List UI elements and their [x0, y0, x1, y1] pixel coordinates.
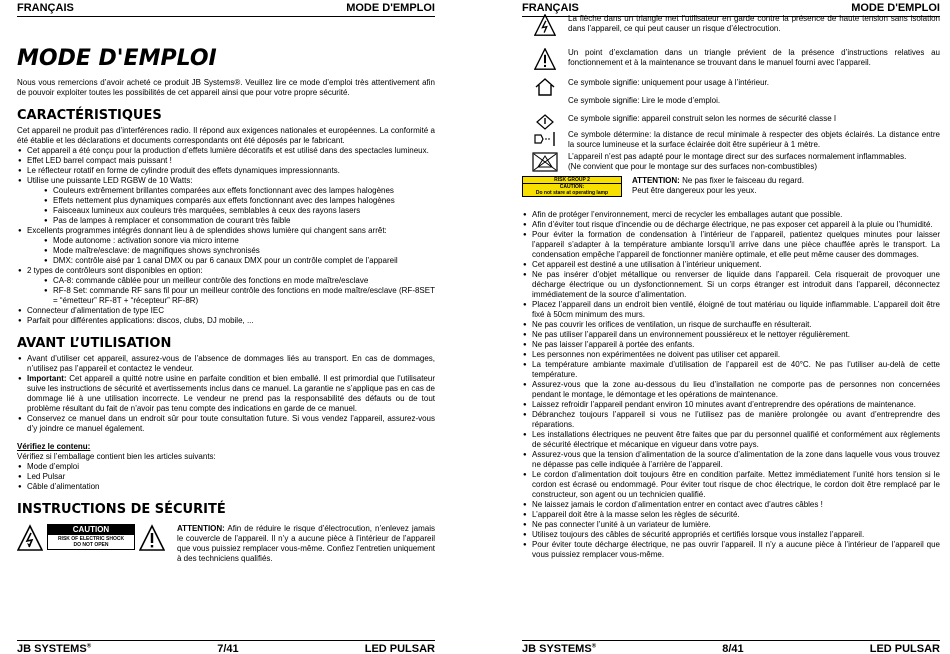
list-item-text: Utilise une puissante LED RGBW de 10 Watts:: [27, 176, 193, 185]
symbol-row-risk-group: [522, 176, 940, 206]
list-item: ● Laissez refroidir l’appareil pendant environ 10 minutes avant d’entreprendre des opérations de maintenance.: [522, 400, 940, 410]
features-heading: CARACTÉRISTIQUES: [17, 108, 162, 123]
list-item-text: 2 types de contrôleurs sont disponibles en option:: [27, 266, 203, 275]
symbol-text: Ce symbole signifie: Lire le mode d’emploi.: [568, 96, 721, 105]
list-item: [17, 176, 435, 226]
list-item: ● Ne pas utiliser l’appareil dans un environnement poussiéreux et le nettoyer régulièrement.: [522, 330, 940, 340]
risk-caution-word: CAUTION:: [559, 184, 585, 190]
footer-product: LED PULSAR: [869, 643, 940, 654]
list-item: ● Ne pas connecter l’unité à un variateur de lumière.: [522, 520, 940, 530]
important-label: Important:: [27, 374, 67, 383]
symbol-text: [632, 176, 940, 196]
caution-line-1: RISK OF ELECTRIC SHOCK: [57, 536, 125, 542]
page-number: 7/41: [217, 643, 239, 654]
exclamation-warning-icon: [534, 48, 556, 70]
flammable-text-2: (Ne convient que pour le montage sur des surfaces non-combustibles): [568, 162, 818, 171]
footer-brand-name: JB SYSTEMS: [522, 643, 592, 654]
risk-group-title: RISK GROUP 2: [523, 177, 621, 184]
list-item: [17, 374, 435, 414]
list-item: ● Mode d’emploi: [17, 462, 435, 472]
list-item: ● Ne pas insérer d’objet métallique ou renverser de liquide dans l’appareil. Cela risquerait de provoquer une décharge électrique ou un dysfonctionnement. Si un corps étranger est introduit dans l’appareil, déconnectez immédiatement de la source d’alimentation.: [522, 270, 940, 300]
list-item: ● La température ambiante maximale d’utilisation de l’appareil est de 40°C. Ne pas l’utiliser au-delà de cette température.: [522, 360, 940, 380]
page-content: [522, 14, 940, 560]
sub-list-item: ● Effets nettement plus dynamiques comparés aux effets fonctionnant avec des lampes halogènes: [43, 196, 435, 206]
list-item: ● Effet LED barrel compact mais puissant !: [17, 156, 435, 166]
caution-subtitle: [48, 535, 134, 549]
sub-list: [27, 236, 435, 266]
list-item: [17, 226, 435, 266]
sub-list-item: ● Pas de lampes à remplacer et consommation de courant très faible: [43, 216, 435, 226]
risk-group-caution: [523, 184, 621, 196]
electric-shock-warning-icon: [534, 14, 556, 36]
safety-icons: [17, 524, 177, 564]
safety-heading: INSTRUCTIONS DE SÉCURITÉ: [17, 502, 226, 517]
attention-text-1: Ne pas fixer le faisceau du regard.: [679, 176, 804, 185]
intro-paragraph: Nous vous remercions d’avoir acheté ce produit JB Systems®. Veuillez lire ce mode d’emploi très attentivement afin de pouvoir exploiter toutes les possibilités de cet appareil ainsi que pour votre propre sécurité.: [17, 78, 435, 97]
header-title: MODE D'EMPLOI: [346, 2, 435, 14]
flammable-text-1: L’appareil n’est pas adapté pour le montage direct sur des surfaces normalement inflammables.: [568, 152, 907, 161]
sub-list-item: ● Couleurs extrêmement brillantes comparées aux effets fonctionnant avec des lampes halogènes: [43, 186, 435, 196]
list-item: ● Avant d’utiliser cet appareil, assurez-vous de l’absence de dommages liés au transport. En cas de dommages, n’utilisez pas l’appareil et contactez le vendeur.: [17, 354, 435, 374]
sub-list: [27, 186, 435, 226]
exclamation-warning-icon: [139, 524, 165, 552]
list-item: ● Afin de protéger l’environnement, merci de recycler les emballages autant que possible.: [522, 210, 940, 220]
list-item: ● Cet appareil a été conçu pour la production d’effets lumière décoratifs et est utilisé dans des spectacles lumineux.: [17, 146, 435, 156]
list-item: ● Débranchez toujours l’appareil si vous ne l’utilisez pas de manière prolongée ou avant d’entreprendre des réparations.: [522, 410, 940, 430]
symbol-row-shock: [522, 14, 940, 48]
symbol-text: [568, 152, 940, 172]
list-item: ● Placez l’appareil dans un endroit bien ventilé, éloigné de tout matériau ou liquide inflammable. L’appareil doit être fixé à 50cm minimum des murs.: [522, 300, 940, 320]
footer-product: LED PULSAR: [364, 643, 435, 654]
symbol-row-indoor: [522, 78, 940, 96]
page-content: [17, 22, 435, 564]
sub-list-item: ● DMX: contrôle aisé par 1 canal DMX ou par 6 canaux DMX pour un contrôle complet de l’appareil: [43, 256, 435, 266]
house-icon: [535, 78, 555, 96]
list-item: ● Connecteur d’alimentation de type IEC: [17, 306, 435, 316]
footer-brand: [17, 643, 91, 654]
symbol-cell: [522, 176, 632, 197]
page-footer: [17, 640, 435, 654]
list-item: ● Assurez-vous que la zone au-dessous du lieu d’installation ne comporte pas de personnes non concernées pendant le montage, le démontage et les opérations de maintenance.: [522, 380, 940, 400]
list-item: ● Cet appareil est destiné a une utilisation à l’intérieur uniquement.: [522, 260, 940, 270]
symbol-text: Ce symbole signifie: uniquement pour usage à l’intérieur.: [568, 78, 770, 87]
caution-label: [47, 524, 135, 550]
contents-intro: Vérifiez si l’emballage contient bien les articles suivants:: [17, 452, 216, 461]
before-use-heading: AVANT L’UTILISATION: [17, 336, 172, 351]
sub-list-item: ● RF-8 Set: commande RF sans fil pour un meilleur contrôle des fonctions en mode maître/esclave (RF-8SET = “émetteur” RF-8T + “récepteur” RF-8R): [43, 286, 435, 306]
list-item: ● Les installations électriques ne peuvent être faites que par du personnel qualifié et conformément aux règlements de sécurité électrique et mécanique en vigueur dans votre pays.: [522, 430, 940, 450]
before-use-list: [17, 354, 435, 434]
attention-label: ATTENTION:: [632, 176, 680, 185]
symbol-cell: [522, 78, 568, 96]
header-language: FRANÇAIS: [17, 2, 74, 14]
attention-text: Afin de réduire le risque d’électrocution, n’enlevez jamais le couvercle de l’appareil. Il n’y a aucune pièce à l’intérieur de l’appareil que vous puissiez remplacer vous-même. Confiez l’entretien uniquement à des techniciens qualifiés.: [177, 524, 435, 563]
list-item: ● Pour éviter la formation de condensation à l’intérieur de l’appareil, patientez quelques minutes pour laisser l’appareil s’adapter à la température ambiante lorsqu’il arrive dans une pièce chauffée après le transport. La condensation empêche l’appareil de fonctionner manière optimale, et elle peut même causer des dommages.: [522, 230, 940, 260]
no-flammable-surface-icon: [532, 152, 558, 172]
header-language: FRANÇAIS: [522, 2, 579, 14]
symbol-cell: [522, 14, 568, 36]
symbol-text: Ce symbole détermine: la distance de recul minimale à respecter des objets éclairés. La distance entre la source lumineuse et la surface éclairée doit être supérieur à 1 mètre.: [568, 130, 940, 149]
symbol-row-flammable: [522, 152, 940, 174]
risk-group-label: [522, 176, 622, 197]
list-item: ● Les personnes non expérimentées ne doivent pas utiliser cet appareil.: [522, 350, 940, 360]
list-item: ● Afin d’éviter tout risque d’incendie ou de décharge électrique, ne pas exposer cet appareil à la pluie ou l’humidité.: [522, 220, 940, 230]
safety-list: [522, 210, 940, 560]
header-title: MODE D'EMPLOI: [851, 2, 940, 14]
page-title: MODE D'EMPLOI: [17, 46, 217, 71]
symbol-row-manual: [522, 96, 940, 114]
right-page: [522, 0, 940, 654]
symbol-cell: [522, 114, 568, 130]
sub-list-item: ● CA-8: commande câblée pour un meilleur contrôle des fonctions en mode maître/esclave: [43, 276, 435, 286]
list-item: ● Led Pulsar: [17, 472, 435, 482]
caution-line-2: DO NOT OPEN: [73, 542, 109, 548]
contents-list: [17, 462, 435, 492]
page-number: 8/41: [722, 643, 744, 654]
symbol-text: La flèche dans un triangle met l’utilisateur en garde contre la présence de haute tension sans isolation dans l’appareil, ce qui peut causer un risque d’électrocution.: [568, 14, 940, 33]
page-footer: [522, 640, 940, 654]
registered-mark: ®: [86, 643, 92, 650]
important-text: Cet appareil a quitté notre usine en parfaite condition et bien emballé. Il est primordial que l’utilisateur suive les instructions de sécurité et avertissements inclus dans ce manuel. La garantie ne s’applique pas en cas de dommage lié à une utilisation incorrecte. Le vendeur ne prend pas la responsabilité des défauts ou de tout problème résultant du fait de n’avoir pas tenu compte des indications en garde de ce manuel.: [27, 374, 435, 413]
list-item: [17, 266, 435, 306]
list-item: ● Ne pas couvrir les orifices de ventilation, un risque de surchauffe en résulterait.: [522, 320, 940, 330]
safety-row: [17, 524, 435, 564]
list-item: ● Ne pas laisser l’appareil à portée des enfants.: [522, 340, 940, 350]
list-item: ● Ne laissez jamais le cordon d’alimentation entrer en contact avec d’autres câbles !: [522, 500, 940, 510]
symbol-row-class1: [522, 114, 940, 130]
symbol-cell: [522, 48, 568, 70]
footer-brand-name: JB SYSTEMS: [17, 643, 87, 654]
list-item-text: Excellents programmes intégrés donnant lieu à de splendides shows lumière qui changent sans arrêt:: [27, 226, 387, 235]
list-item: ● Le cordon d’alimentation doit toujours être en condition parfaite. Mettez immédiatement l’unité hors tension si le cordon est écrasé ou endommagé. Pour éviter tout risque de choc électrique, le cordon doit être remplacé par le constructeur, son agent ou un technicien qualifié.: [522, 470, 940, 500]
symbol-row-exclamation: [522, 48, 940, 78]
features-paragraph: Cet appareil ne produit pas d’interférences radio. Il répond aux exigences nationales et européennes. La conformité a été établie et les déclarations et documents correspondants ont été déposés par le fabricant.: [17, 126, 435, 145]
list-item: ● Le réflecteur rotatif en forme de cylindre produit des effets dynamiques impressionnants.: [17, 166, 435, 176]
list-item: ● Conservez ce manuel dans un endroit sûr pour toute consultation future. Si vous vendez l’appareil, assurez-vous d’y joindre ce manuel également.: [17, 414, 435, 434]
attention-text-2: Peut être dangereux pour les yeux.: [632, 186, 757, 195]
symbol-text: Un point d’exclamation dans un triangle prévient de la présence d’instructions relatives au fonctionnement et à la maintenance se trouvant dans le manuel fourni avec l’appareil.: [568, 48, 940, 67]
sub-list: [27, 276, 435, 306]
symbol-cell: [522, 152, 568, 172]
sub-list-item: ● Mode autonome : activation sonore via micro interne: [43, 236, 435, 246]
symbol-text: Ce symbole signifie: appareil construit selon les normes de sécurité classe I: [568, 114, 837, 123]
sub-list-item: ● Faisceaux lumineux aux couleurs très marquées, semblables à ceux des rayons lasers: [43, 206, 435, 216]
list-item: ● L’appareil doit être à la masse selon les règles de sécurité.: [522, 510, 940, 520]
safety-attention: [177, 524, 435, 564]
list-item: ● Câble d’alimentation: [17, 482, 435, 492]
sub-list-item: ● Mode maître/esclave: de magnifiques shows synchronisés: [43, 246, 435, 256]
page-header: [17, 0, 435, 17]
left-page: [17, 0, 435, 654]
symbol-row-distance: [522, 130, 940, 152]
list-item: ● Parfait pour différentes applications: discos, clubs, DJ mobile, ...: [17, 316, 435, 326]
class-one-safety-icon: [536, 114, 554, 130]
list-item: ● Assurez-vous que la tension d’alimentation de la source d’alimentation de la zone dans laquelle vous vous trouvez ne dépasse pas celle indiquée à l’arrière de l’appareil.: [522, 450, 940, 470]
contents-heading: Vérifiez le contenu:: [17, 442, 91, 451]
caution-title: CAUTION: [48, 525, 134, 535]
features-list: [17, 146, 435, 326]
attention-label: ATTENTION:: [177, 524, 225, 533]
registered-mark: ®: [591, 643, 597, 650]
electric-shock-warning-icon: [17, 524, 43, 552]
list-item: ● Pour éviter toute décharge électrique, ne pas ouvrir l’appareil. Il n’y a aucune pièce à l’intérieur de l’appareil que vous puissiez remplacer vous-même.: [522, 540, 940, 560]
risk-caution-text: Do not stare at operating lamp: [535, 190, 609, 196]
min-distance-icon: [533, 130, 557, 148]
list-item: ● Utilisez toujours des câbles de sécurité appropriés et certifiés lorsque vous installez l’appareil.: [522, 530, 940, 540]
symbol-cell: [522, 130, 568, 148]
footer-brand: [522, 643, 596, 654]
